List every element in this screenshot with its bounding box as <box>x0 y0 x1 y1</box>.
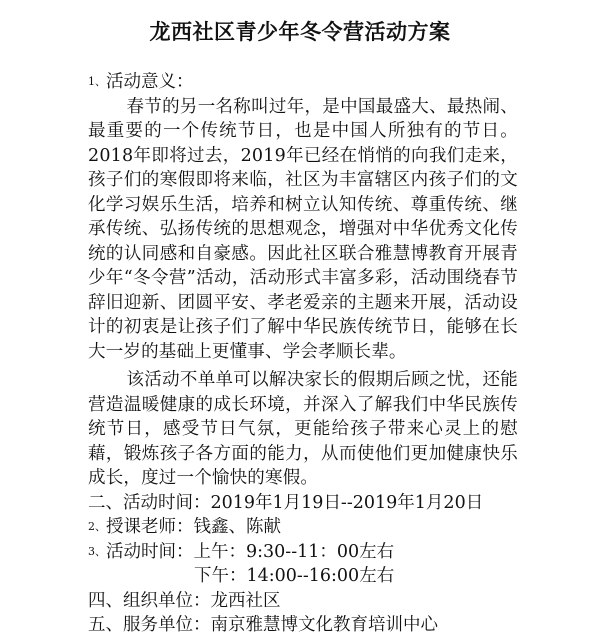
section-1-heading <box>88 70 518 95</box>
document-body <box>88 70 518 638</box>
section-1-number: 1、 <box>88 75 106 88</box>
paragraph-1: 春节的另一名称叫过年，是中国最盛大、最热闹、最重要的一个传统节日，也是中国人所独有的节日。2018年即将过去，2019年已经在悄悄的向我们走来，孩子们的寒假即将来临，社区为丰富辖区内孩子们的文化学习娱乐生活，培养和树立认知传统、尊重传统、继承传统、弘扬传统的思想观念，增强对中华优秀文化传统的认同感和自豪感。因此社区联合雅慧博教育开展青少年“冬令营”活动，活动形式丰富多彩，活动围绕春节辞旧迎新、团圆平安、孝老爱亲的主题来开展，活动设计的初衷是让孩子们了解中华民族传统节日，能够在长大一岁的基础上更懂事、学会孝顺长辈。 <box>88 96 518 362</box>
item-2-teachers <box>88 515 518 540</box>
page-title: 龙西社区青少年冬令营活动方案 <box>149 20 451 44</box>
item-3-schedule <box>88 540 518 565</box>
item-2-text: 授课老师：钱鑫、陈献 <box>106 517 281 537</box>
item-3-number: 3、 <box>88 544 106 558</box>
section-1-title: 活动意义： <box>106 72 194 92</box>
item-3-text: 活动时间：上午：9:30--11：00左右 <box>106 541 395 562</box>
item-3-afternoon: 下午：14:00--16:00左右 <box>194 566 395 586</box>
paragraph-2: 该活动不单单可以解决家长的假期后顾之忧，还能营造温暖健康的成长环境，并深入了解我们中华民族传统节日，感受节日气氛，更能给孩子带来心灵上的慰藉，锻炼孩子各方面的能力，从而使他们更加健康快乐成长，度过一个愉快的寒假。 <box>88 370 518 488</box>
section-2-time: 二、活动时间：2019年1月19日--2019年1月20日 <box>88 492 484 513</box>
section-4-organizer: 四、组织单位：龙西社区 <box>88 590 281 611</box>
item-2-number: 2、 <box>88 520 106 533</box>
section-5-service: 五、服务单位：南京雅慧博文化教育培训中心 <box>88 615 438 635</box>
